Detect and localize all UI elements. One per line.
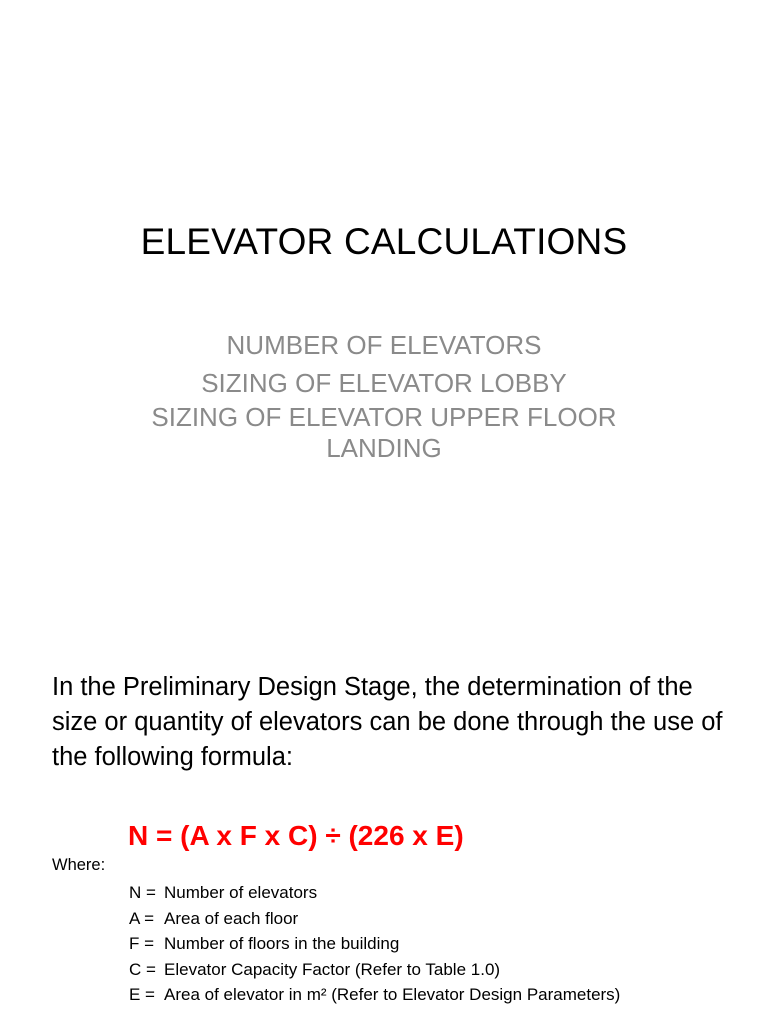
where-label: Where: — [52, 856, 106, 874]
definition-symbol: A = — [129, 908, 155, 928]
intro-paragraph: In the Preliminary Design Stage, the determination of the size or quantity of elevators can be done through the use of the following formula: — [52, 673, 723, 771]
definition-item — [129, 880, 620, 906]
definition-list — [129, 880, 620, 1008]
slide-title: ELEVATOR CALCULATIONS — [140, 221, 628, 262]
definition-text: Elevator Capacity Factor (Refer to Table 1.0) — [164, 959, 501, 979]
definition-symbol: F = — [129, 934, 155, 953]
definition-symbol: C = — [129, 959, 156, 979]
definition-text: Area of each floor — [164, 908, 299, 928]
subtitle-line: SIZING OF ELEVATOR LOBBY — [201, 368, 567, 398]
definition-text: Area of elevator in m² (Refer to Elevator Design Parameters) — [164, 985, 621, 1004]
definition-symbol: E = — [129, 985, 155, 1004]
slide-subtitle — [0, 326, 768, 464]
subtitle-line: NUMBER OF ELEVATORS — [226, 330, 542, 360]
definition-item — [129, 906, 620, 932]
definition-text: Number of elevators — [164, 883, 318, 902]
formula-slide — [0, 640, 768, 1024]
definition-item — [129, 982, 620, 1008]
subtitle-line: SIZING OF ELEVATOR UPPER FLOOR — [151, 402, 617, 432]
definition-symbol: N = — [129, 883, 156, 902]
definition-item — [129, 931, 620, 957]
definition-text: Number of floors in the building — [164, 934, 400, 953]
definition-item — [129, 957, 620, 983]
subtitle-line: LANDING — [326, 433, 442, 463]
formula: N = (A x F x C) ÷ (226 x E) — [128, 820, 464, 851]
